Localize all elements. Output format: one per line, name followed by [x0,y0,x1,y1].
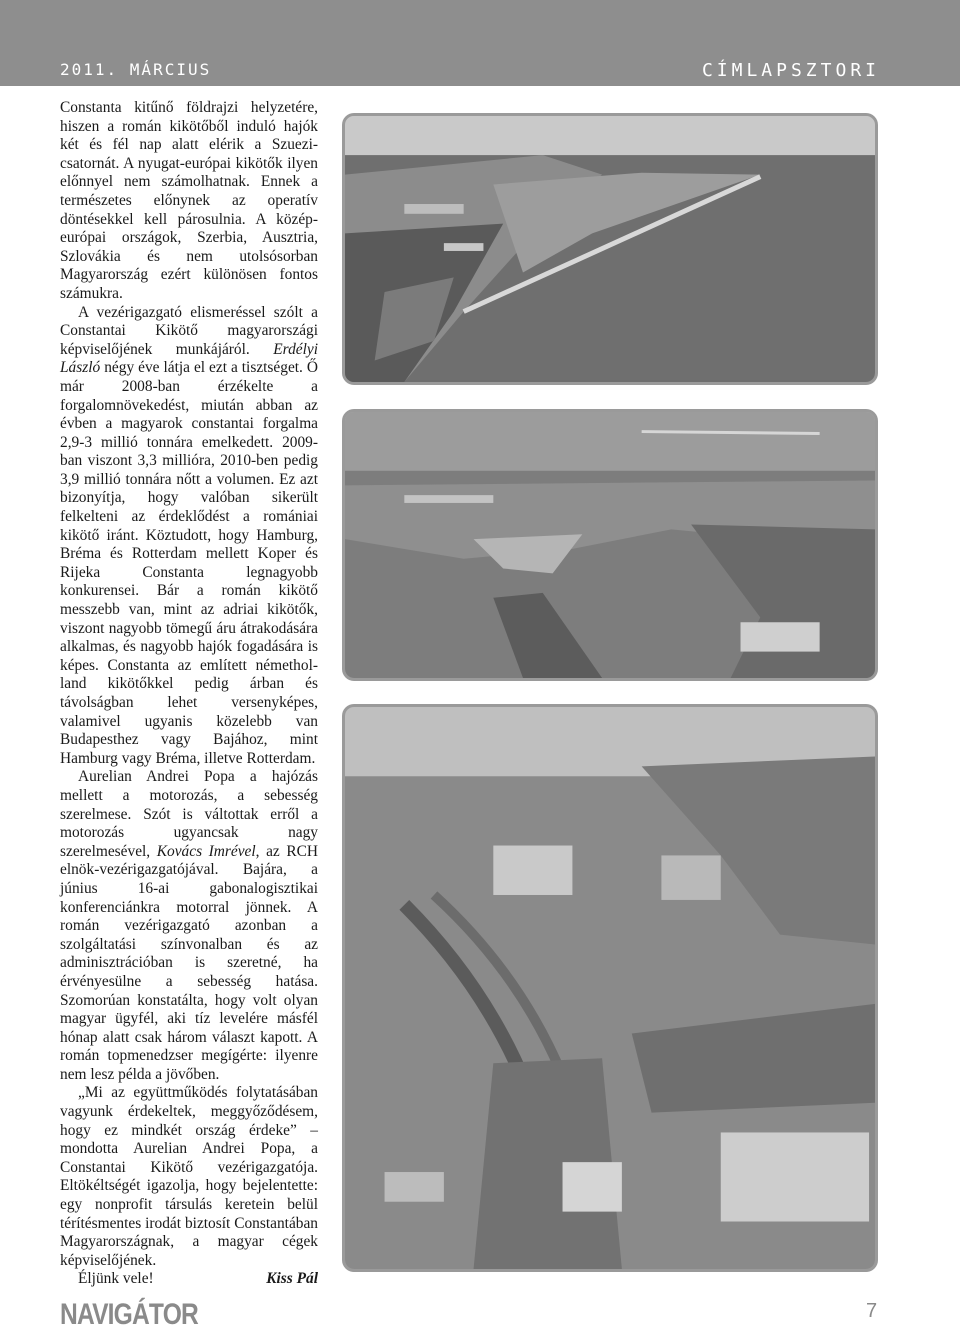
article-paragraph: „Mi az együttműködés folytatásában vagyunk érdekeltek, meggyőződésem, hogy ez mindkét ország érdeke” – mondotta Aurelian Andrei Popa, a Constantai Kikötő vezérigazgatója. Eltökéltségét igazolja, hogy bejelentette: egy nonprofit társulás keretein belül térítésmentes irodát biztosít Constantában Magyarországnak, a magyar cégek képviselőjének. [60,1084,318,1269]
harbor-photo-illustration [345,116,875,382]
page-header [0,0,960,86]
page-number: 7 [866,1300,878,1322]
issue-date: 2011. MÁRCIUS [60,60,212,79]
paragraph-text: A vezérigazgató elismeréssel szólt a Constantai Kikötő magyarországi képviselőjének munkájáról. [60,303,318,358]
closing-line: Éljünk vele! [78,1270,154,1288]
section-title: CÍMLAPSZTORI [701,60,880,81]
paragraph-text: Aurelian Andrei Popa a hajózás mellett a motorozás, a sebesség szerelmese. Szót is váltottak erről a motorozás ugyancsak nagy szerelmesével, [60,768,318,860]
author-name: Kiss Pál [266,1270,318,1288]
harbor-aerial-photo-2 [342,409,878,681]
harbor-aerial-photo-3 [342,704,878,1272]
magazine-logo: NAVIGÁTOR [60,1298,198,1331]
paragraph-text: négy éve látja el ezt a tisztséget. Ő már 2008-ban érzékelte a forgalomnövekedést, miután abban az évben a magyarok constantai forgalma 2,9-3 millió tonnára emelkedett. 2009-ban viszont 3,3 millióra, 2010-ben pedig 3,9 millió tonnára nőtt a volumen. Ez azt bizonyítja, hogy valóban sikerült felkelteni az érdeklődést a romániai kikötő iránt. Köztudott, hogy Hamburg, Bréma és Rotterdam mellett Koper és Rijeka Constanta legnagyobb konkurensei. Bár a román kikötő messzebb van, mint az adriai kikötők, viszont nagyobb tömegű áru átrakodására alkalmas, és nagyobb hajók fogadására is képes. Constanta az említett németholland kikötőkkel pedig árban és távolságban lehet versenyképes, valamivel ugyanis közelebb van Budapesthez vagy Bajához, mint Hamburg vagy Bréma, illetve Rotterdam. [60,359,318,767]
article-paragraph: Constanta kitűnő földrajzi helyzetére, hiszen a román kikötőből induló hajók két és fél nap alatt elérik a Szuezi-csatornát. A nyugat-európai kikötők ilyen előnnyel nem számolhatnak. Ennek a természetes előnynek az operatív döntésekkel kell párosulnia. A közép-európai országok, Szerbia, Ausztria, Szlovákia és nem utolsósorban Magyarország ezért különösen fontos számukra. [60,99,318,302]
article-body [60,99,318,1289]
harbor-aerial-photo-1 [342,113,878,385]
article-paragraph [60,768,318,1084]
person-name: Erdélyi László [60,340,318,377]
port-docks-illustration [345,707,875,1269]
article-paragraph [60,304,318,769]
person-name: Kovács Imrével [156,842,256,860]
article-closing [60,1270,318,1289]
port-basin-illustration [345,412,875,678]
paragraph-text: , az RCH elnök-vezérigazgatójával. Bajára, a június 16-ai gabonalogisztikai konferenciánkra motorral jönnek. A román vezérigazgató azonban a szolgáltatási színvonalban és az adminisztrációban is szeretné, ha érvényesülne a sebesség hatása. Szomorúan konstatálta, hogy volt olyan magyar ügyfél, aki tíz levelére másfél hónap alatt csak három választ kapott. A román topmenedzser megígérte: ilyenre nem lesz példa a jövőben. [60,842,318,1083]
